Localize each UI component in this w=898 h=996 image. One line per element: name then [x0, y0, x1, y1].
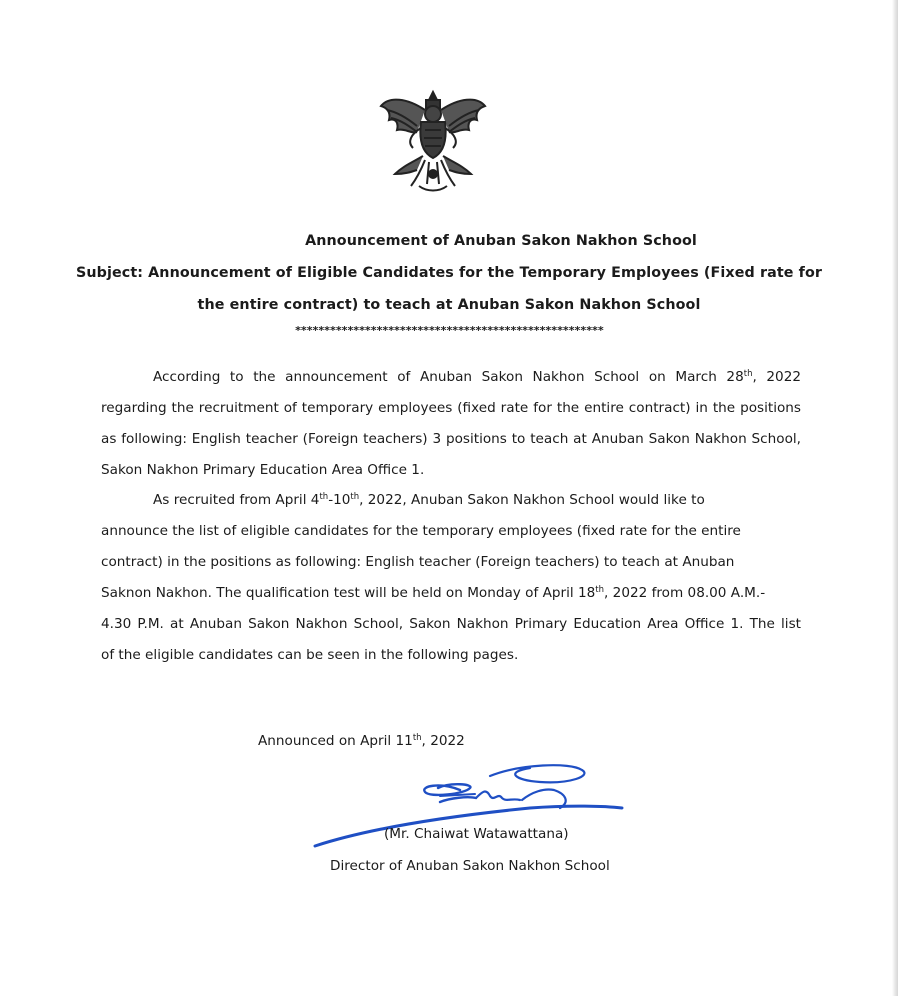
subject-line-2: the entire contract) to teach at Anuban Sakon Nakhon School [197, 297, 701, 313]
paragraph-1-line-3: as following: English teacher (Foreign teachers) 3 positions to teach at Anuban Sakon Nakhon School, [101, 431, 801, 447]
paragraph-1-line-4: Sakon Nakhon Primary Education Area Office 1. [101, 462, 425, 478]
separator-line: ***************************************************** [294, 324, 604, 337]
page-edge-shadow [892, 0, 898, 996]
paragraph-2-line-3: contract) in the positions as following: English teacher (Foreign teachers) to teach at Anuban [101, 554, 735, 570]
paragraph-2-line-4: Saknon Nakhon. The qualification test will be held on Monday of April 18th, 2022 from 08.00 A.M.- [101, 585, 766, 601]
paragraph-2-line-6: of the eligible candidates can be seen in the following pages. [101, 647, 519, 663]
paragraph-2-line-1: As recruited from April 4th-10th, 2022, Anuban Sakon Nakhon School would like to [153, 492, 705, 508]
document-title: Announcement of Anuban Sakon Nakhon School [305, 233, 697, 249]
subject-line-1: Subject: Announcement of Eligible Candidates for the Temporary Employees (Fixed rate for [75, 265, 823, 281]
paragraph-1 [101, 362, 801, 486]
signer-position: Director of Anuban Sakon Nakhon School [330, 858, 610, 874]
paragraph-2-line-5: 4.30 P.M. at Anuban Sakon Nakhon School, Sakon Nakhon Primary Education Area Office 1. The list [101, 616, 801, 632]
garuda-emblem-icon [377, 88, 489, 194]
paragraph-1-line-1: According to the announcement of Anuban Sakon Nakhon School on March 28th, 2022 [153, 369, 801, 385]
announced-date: Announced on April 11th, 2022 [258, 733, 465, 749]
signer-name: (Mr. Chaiwat Watawattana) [384, 826, 569, 842]
paragraph-1-line-2: regarding the recruitment of temporary employees (fixed rate for the entire contract) in the positions [101, 400, 801, 416]
paragraph-2-line-2: announce the list of eligible candidates for the temporary employees (fixed rate for the entire [101, 523, 741, 539]
paragraph-2 [101, 485, 801, 671]
